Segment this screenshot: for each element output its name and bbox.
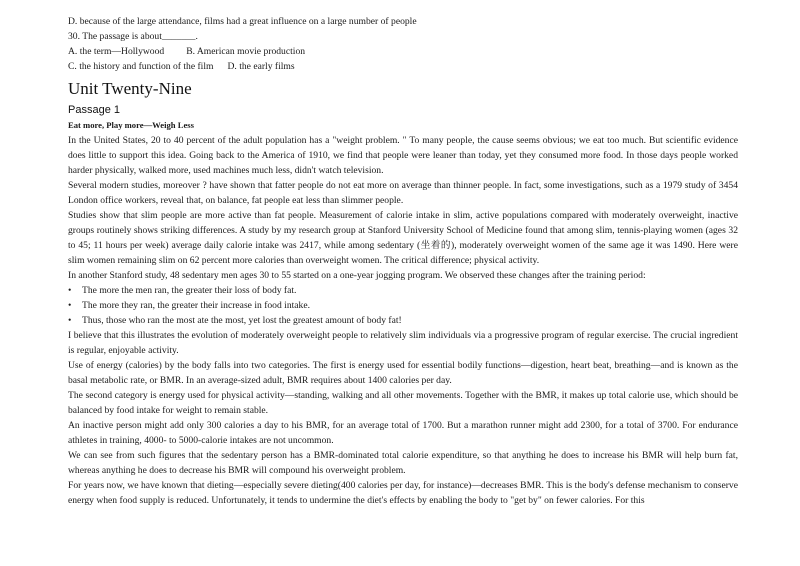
question-30: 30. The passage is about_______. bbox=[68, 31, 198, 42]
passage-label: Passage 1 bbox=[68, 104, 120, 116]
option-b: B. American movie production bbox=[186, 46, 306, 57]
paragraph: An inactive person might add only 300 calories a day to his BMR, for an average total of 1700. But a marathon runner might add 2300, for a total of 3700. For endurance athletes in training, 4000- to 5000-calorie intakes are not uncommon. bbox=[68, 420, 738, 446]
options-ab bbox=[68, 44, 738, 59]
document-page bbox=[68, 14, 738, 508]
option-a: A. the term—Hollywood bbox=[68, 46, 165, 57]
bullet-text: The more the men ran, the greater their loss of body fat. bbox=[82, 285, 297, 296]
bullet-item bbox=[68, 313, 738, 328]
bullet-icon: • bbox=[68, 315, 72, 326]
paragraph: Use of energy (calories) by the body falls into two categories. The first is energy used for essential bodily functions—digestion, heart beat, breathing—and is known as the basal metabolic rate, or BMR. In an average-sized adult, BMR requires about 1400 calories per day. bbox=[68, 360, 738, 386]
paragraph: Studies show that slim people are more active than fat people. Measurement of calorie intake in slim, active populations compared with moderately overweight, inactive groups routinely shows striking differences. A study by my research group at Stanford University School of Medicine found that among slim, tennis-playing women (ages 32 to 45; 11 hours per week) average daily calorie intake was 2417, while among sedentary (坐着的), moderately overweight women of the same age it was 1490. Here were slim women remaining slim on 62 percent more calories than overweight women. The critical difference; physical activity. bbox=[68, 210, 738, 266]
passage-subtitle: Eat more, Play more—Weigh Less bbox=[68, 120, 194, 130]
paragraph: In the United States, 20 to 40 percent of the adult population has a "weight problem. " To many people, the cause seems obvious; we eat too much. But scientific evidence does little to support this idea. Going back to the America of 1910, we find that people were leaner than today, yet they consumed more food. In those days people worked harder physically, walked more, used machines much less, didn't watch television. bbox=[68, 135, 738, 176]
paragraph: I believe that this illustrates the evolution of moderately overweight people to relatively slim individuals via a progressive program of regular exercise. The crucial ingredient is regular, enjoyable activity. bbox=[68, 330, 738, 356]
bullet-text: Thus, those who ran the most ate the most, yet lost the greatest amount of body fat! bbox=[82, 315, 402, 326]
bullet-item bbox=[68, 283, 738, 298]
paragraph: We can see from such figures that the sedentary person has a BMR-dominated total calorie expenditure, so that anything he does to increase his BMR will help burn fat, whereas anything he does to decrease his BMR will compound his overweight problem. bbox=[68, 450, 738, 476]
paragraph: The second category is energy used for physical activity—standing, walking and all other movements. Together with the BMR, it makes up total calorie use, which should be balanced by food intake for weight to remain stable. bbox=[68, 390, 738, 416]
paragraph: Several modern studies, moreover ? have shown that fatter people do not eat more on average than thinner people. In fact, some investigations, such as a 1979 study of 3454 London office workers, reveal that, on balance, fat people eat less than slimmer people. bbox=[68, 180, 738, 206]
bullet-item bbox=[68, 298, 738, 313]
bullet-icon: • bbox=[68, 285, 72, 296]
option-c: C. the history and function of the film bbox=[68, 61, 214, 72]
paragraph: For years now, we have known that dieting—especially severe dieting(400 calories per day, for instance)—decreases BMR. This is the body's defense mechanism to conserve energy when food supply is reduced. Unfortunately, it tends to undermine the diet's effects by enabling the body to "get by" on fewer calories. For this bbox=[68, 480, 738, 506]
paragraph: In another Stanford study, 48 sedentary men ages 30 to 55 started on a one-year jogging program. We observed these changes after the training period: bbox=[68, 270, 646, 281]
option-d2: D. the early films bbox=[227, 61, 295, 72]
bullet-icon: • bbox=[68, 300, 72, 311]
bullet-text: The more they ran, the greater their increase in food intake. bbox=[82, 300, 311, 311]
option-d-text: D. because of the large attendance, films had a great influence on a large number of people bbox=[68, 16, 417, 27]
options-cd bbox=[68, 59, 738, 74]
unit-title: Unit Twenty-Nine bbox=[68, 79, 192, 98]
